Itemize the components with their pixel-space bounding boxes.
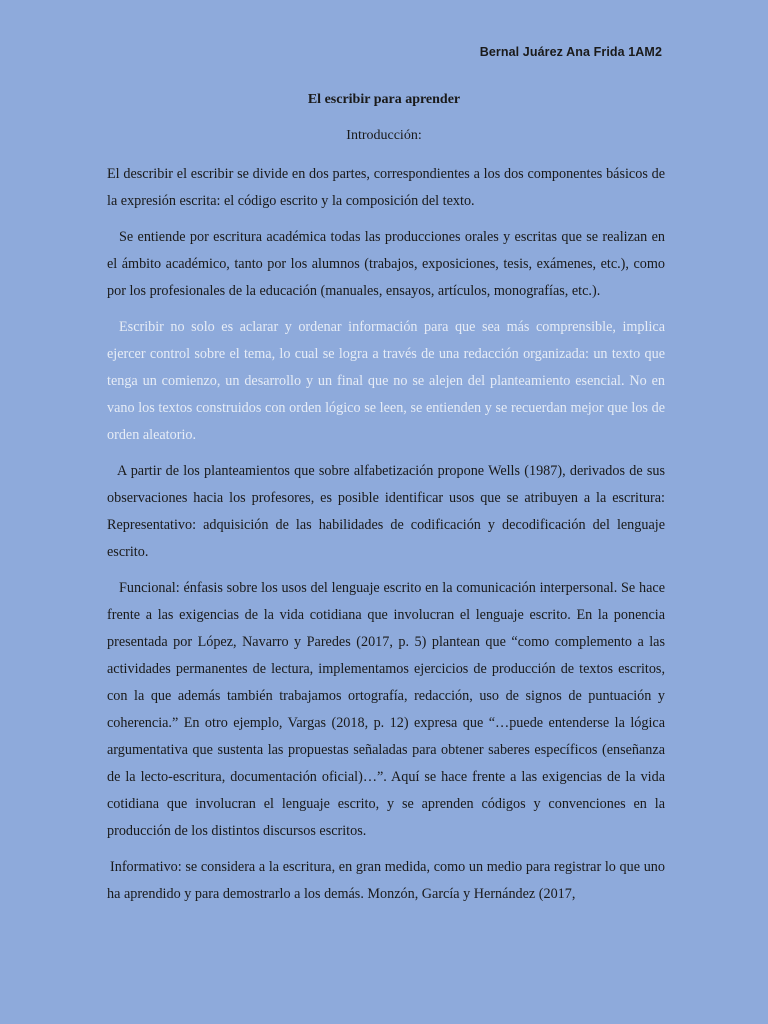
paragraph-2: Se entiende por escritura académica todas las producciones orales y escritas que se realizan en el ámbito académico, tanto por los alumnos (trabajos, exposiciones, tesis, exámenes, etc.), como por los profesionales de la educación (manuales, ensayos, artículos, monografías, etc.).	[107, 229, 665, 299]
paragraph-5: Funcional: énfasis sobre los usos del lenguaje escrito en la comunicación interpersonal. Se hace frente a las exigencias de la vida cotidiana que involucran el lenguaje escrito. En la ponencia presentada por López, Navarro y Paredes (2017, p. 5) plantean que “como complemento a las actividades permanentes de lectura, implementamos ejercicios de producción de textos escritos, con la que además también trabajamos ortografía, redacción, uso de signos de puntuación y coherencia.” En otro ejemplo, Vargas (2018, p. 12) expresa que “…puede entenderse la lógica argumentativa que sustenta las propuestas señaladas para obtener saberes específicos (enseñanza de la lecto-escritura, documentación oficial)…”. Aquí se hace frente a las exigencias de la vida cotidiana que involucran el lenguaje escrito, y se aprenden códigos y convenciones en la producción de los distintos discursos escritos.	[107, 580, 665, 839]
paragraph-3: Escribir no solo es aclarar y ordenar información para que sea más comprensible, implica ejercer control sobre el tema, lo cual se logra a través de una redacción organizada: un texto que tenga un comienzo, un desarrollo y un final que no se alejen del planteamiento esencial. No en vano los textos construidos con orden lógico se leen, se entienden y se recuerdan mejor que los de orden aleatorio.	[107, 319, 665, 443]
section-heading-introduction: Introducción:	[346, 128, 422, 143]
author-header: Bernal Juárez Ana Frida 1AM2	[479, 45, 662, 59]
paragraph-6: Informativo: se considera a la escritura, en gran medida, como un medio para registrar lo que uno ha aprendido y para demostrarlo a los demás. Monzón, García y Hernández (2017,	[107, 859, 665, 902]
document-title: El escribir para aprender	[307, 92, 461, 107]
paragraph-4: A partir de los planteamientos que sobre alfabetización propone Wells (1987), derivados de sus observaciones hacia los profesores, es posible identificar usos que se atribuyen a la escritura: Representativo: adquisición de las habilidades de codificación y decodificación del lenguaje escrito.	[107, 463, 665, 560]
document-body	[107, 161, 665, 917]
paragraph-1: El describir el escribir se divide en dos partes, correspondientes a los dos componentes básicos de la expresión escrita: el código escrito y la composición del texto.	[107, 166, 665, 209]
